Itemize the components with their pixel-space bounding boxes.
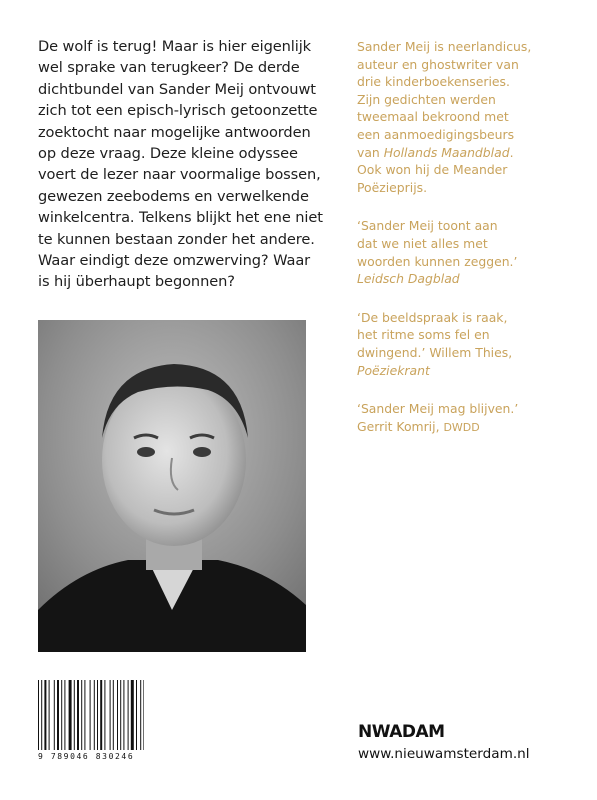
review-quote-1: ‘Sander Meij toont aan dat we niet alles met woorden kunnen zeggen.’ Leidsch Dagblad	[357, 218, 518, 287]
blurb-line: voert de lezer naar voormalige bossen,	[38, 166, 321, 184]
blurb-line: dichtbundel van Sander Meij ontvouwt	[38, 80, 316, 98]
blurb-line: wel sprake van terugkeer? De derde	[38, 59, 300, 77]
blurb-line: gewezen zeebodems en verwelkende	[38, 187, 309, 205]
bio-line: Ook won hij de Meander	[357, 162, 508, 178]
magazine-name: Hollands Maandblad	[383, 144, 510, 160]
isbn-number: 9 789046 830246	[38, 752, 135, 761]
bio-line: Zijn gedichten werden	[357, 91, 496, 107]
blurb-line: winkelcentra. Telkens blijkt het ene niet	[38, 209, 323, 227]
bio-line: tweemaal bekroond met	[357, 109, 509, 125]
bio-line: van Hollands Maandblad.	[357, 144, 514, 160]
bio-line: drie kinderboekenseries.	[357, 74, 510, 90]
publisher-logo: NWADAM	[358, 722, 445, 742]
publisher-website: www.nieuwamsterdam.nl	[358, 746, 530, 762]
blurb-line: op deze vraag. Deze kleine odyssee	[38, 145, 298, 163]
blurb-line: te kunnen bestaan zonder het andere.	[38, 230, 315, 248]
blurb-line: zich tot een episch-lyrisch getoonzette	[38, 102, 318, 120]
blurb-line: is hij überhaupt begonnen?	[38, 273, 235, 291]
blurb-line: Waar eindigt deze omzwerving? Waar	[38, 252, 311, 270]
quote-source: Leidsch Dagblad	[357, 271, 460, 287]
bio-line: Sander Meij is neerlandicus,	[357, 39, 532, 54]
review-quote-2: ‘De beeldspraak is raak, het ritme soms fel en dwingend.’ Willem Thies, Poëziekrant	[357, 309, 513, 378]
bio-line: een aanmoedigingsbeurs	[357, 126, 515, 142]
author-photo	[38, 320, 306, 652]
quote-source: DWDD	[443, 420, 480, 434]
quote-source: Poëziekrant	[357, 362, 430, 378]
blurb-line: De wolf is terug! Maar is hier eigenlijk	[38, 38, 312, 55]
blurb-line: zoektocht naar mogelijke antwoorden	[38, 123, 311, 141]
barcode-icon	[38, 680, 144, 752]
bio-line: auteur en ghostwriter van	[357, 56, 519, 72]
author-bio	[357, 38, 587, 196]
review-quote-3: ‘Sander Meij mag blijven.’ Gerrit Komrij, DWDD	[357, 401, 519, 434]
back-cover-blurb	[38, 36, 328, 293]
author-portrait-image	[38, 320, 306, 652]
author-bio-and-reviews	[357, 38, 587, 457]
bio-line: Poëzieprijs.	[357, 179, 428, 195]
